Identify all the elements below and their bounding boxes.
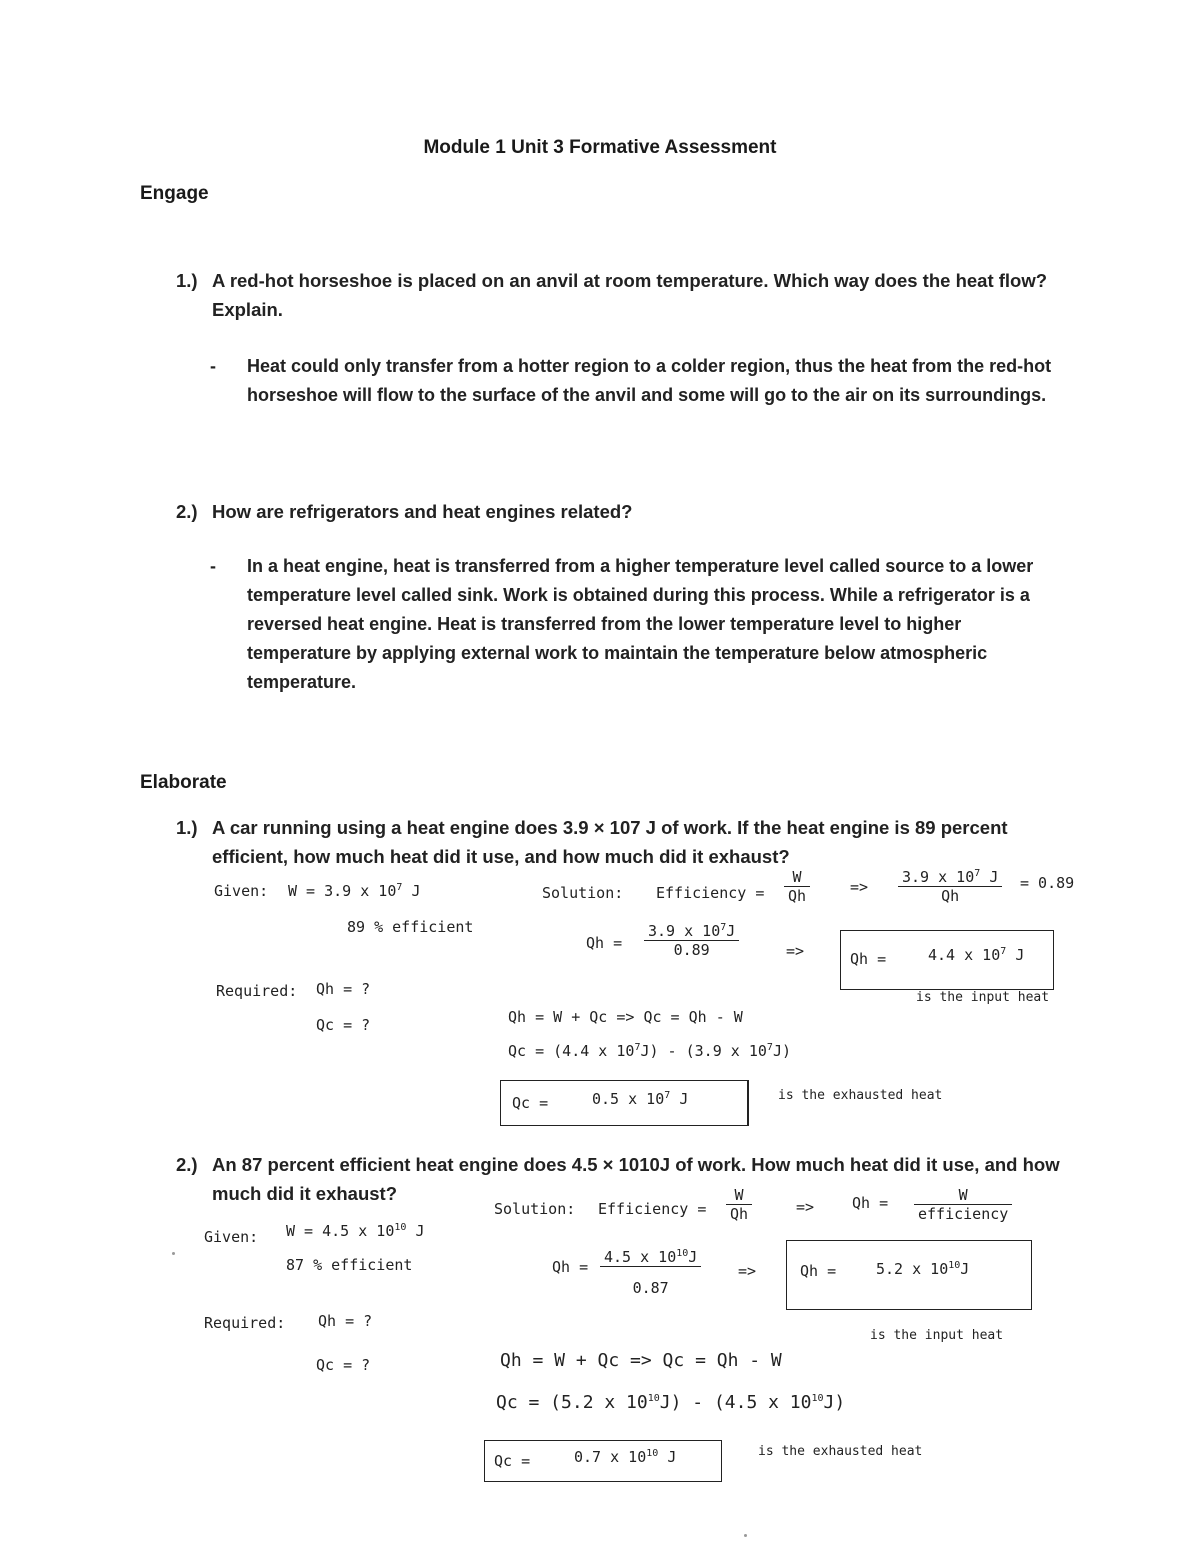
qh-calc-fraction: $\frac{3.9 x 10^7J}{0.89}$ (644, 922, 739, 959)
implies-arrow: => (850, 878, 869, 896)
elaborate-question-1 (176, 813, 1076, 873)
given-efficiency: 89 % efficient (347, 918, 474, 936)
qh-note: is the input heat (870, 1328, 1004, 1343)
qh-result-lhs: Qh = (850, 950, 887, 968)
section-heading-elaborate: Elaborate (140, 772, 227, 793)
rearranged-fraction: $\frac{W}{\text{efficiency}}$ (914, 1186, 1012, 1223)
qc-result: 0.5 x $10^7$ J (592, 1090, 689, 1108)
implies-arrow-2: => (786, 942, 805, 960)
qh-calc-fraction: $\frac{4.5 x 10^{10}J}{0.87}$ (600, 1248, 701, 1297)
given-efficiency: 87 % efficient (286, 1256, 413, 1274)
ratio-fraction: $\frac{3.9 x 10^7 J}{Qh}$ (898, 868, 1002, 905)
solution-label: Solution: (542, 884, 624, 902)
qc-result: 0.7 x $10^{10}$ J (574, 1448, 677, 1466)
qc-equation-2: Qc = (5.2 x $10^{10}J) - (4.5$ x $10^{10}J$) (496, 1392, 846, 1413)
given-work: W = 3.9 x $10^7$ J (288, 882, 421, 900)
required-label: Required: (204, 1314, 286, 1332)
qh-calc-lhs: Qh = (586, 934, 623, 952)
bullet-dash: - (210, 556, 216, 576)
ratio-value: = 0.89 (1020, 874, 1075, 892)
required-qh: Qh = ? (316, 980, 371, 998)
solution-label: Solution: (494, 1200, 576, 1218)
scan-speck (172, 1252, 175, 1255)
efficiency-fraction: $\frac{W}{Qh}$ (784, 868, 810, 905)
implies-arrow-2: => (738, 1262, 757, 1280)
efficiency-label: Efficiency = (598, 1200, 707, 1218)
engage-answer-2 (210, 552, 1060, 702)
question-number: 2.) (176, 501, 198, 522)
question-text: An 87 percent efficient heat engine does 4.5 × 1010J of work. How much heat did it use, and how much did it exhaust? (212, 1154, 1060, 1204)
question-text: A red-hot horseshoe is placed on an anvil at room temperature. Which way does the heat flow? Explain. (212, 270, 1048, 320)
required-qh: Qh = ? (318, 1312, 373, 1330)
required-label: Required: (216, 982, 298, 1000)
given-label: Given: (204, 1228, 259, 1246)
question-number: 2.) (176, 1154, 198, 1175)
qc-result-lhs: Qc = (494, 1452, 531, 1470)
engage-question-1 (176, 266, 1076, 326)
rearranged-lhs: Qh = (852, 1194, 889, 1212)
question-text: A car running using a heat engine does 3.9 × 107 J of work. If the heat engine is 89 percent efficient, how much heat did it use, and how much did it exhaust? (212, 817, 1008, 867)
qc-note: is the exhausted heat (758, 1444, 923, 1459)
required-qc: Qc = ? (316, 1016, 371, 1034)
qh-note: is the input heat (916, 990, 1050, 1005)
answer-text: In a heat engine, heat is transferred from a higher temperature level called source to a lower temperature level called sink. Work is obtained during this process. While a refrigerator is a reversed heat engine. Heat is transferred from the lower temperature level to higher temperature by applying external work to maintain the temperature below atmospheric temperature. (247, 556, 1034, 692)
implies-arrow: => (796, 1198, 815, 1216)
section-heading-engage: Engage (140, 183, 209, 204)
given-label: Given: (214, 882, 269, 900)
efficiency-label: Efficiency = (656, 884, 765, 902)
qh-calc-lhs: Qh = (552, 1258, 589, 1276)
qc-note: is the exhausted heat (778, 1088, 943, 1103)
page-title: Module 1 Unit 3 Formative Assessment (423, 137, 777, 158)
qh-result: 5.2 x $10^{10}J$ (876, 1260, 970, 1278)
question-text: How are refrigerators and heat engines related? (212, 501, 633, 522)
scan-speck (744, 1534, 747, 1537)
given-work: W = 4.5 x $10^{10}$ J (286, 1222, 425, 1240)
question-number: 1.) (176, 270, 198, 291)
qh-result: 4.4 x $10^7$ J (928, 946, 1025, 964)
bullet-dash: - (210, 356, 216, 376)
engage-answer-1 (210, 352, 1060, 442)
qc-equation-1: Qh = W + Qc => Qc = Qh - W (508, 1008, 743, 1026)
qh-result-lhs: Qh = (800, 1262, 837, 1280)
efficiency-fraction: $\frac{W}{Qh}$ (726, 1186, 752, 1223)
qc-equation-2: Qc = (4.4 x $10^7J) - (3.9$ x $10^7J$) (508, 1042, 791, 1060)
qc-equation-1: Qh = W + Qc => Qc = Qh - W (500, 1350, 782, 1371)
question-number: 1.) (176, 817, 198, 838)
required-qc: Qc = ? (316, 1356, 371, 1374)
answer-text: Heat could only transfer from a hotter region to a colder region, thus the heat from the red-hot horseshoe will flow to the surface of the anvil and some will go to the air on its surroundings. (247, 356, 1052, 405)
qc-result-lhs: Qc = (512, 1094, 549, 1112)
